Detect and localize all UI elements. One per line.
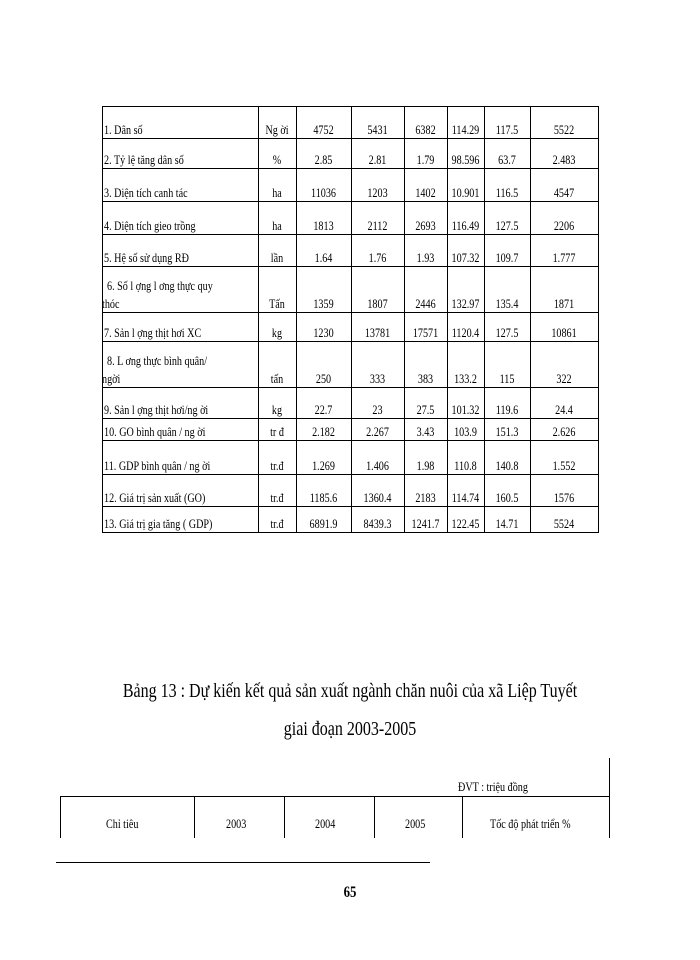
table-border [351, 106, 352, 532]
value-2005: 383 [417, 371, 434, 386]
header-chi-tieu: Chỉ tiêu [106, 816, 139, 831]
growth-rate-1: 101.32 [451, 402, 480, 417]
table-border [530, 106, 531, 532]
row-unit: % [272, 152, 282, 167]
table2-border [374, 796, 375, 838]
growth-rate-1: 10.901 [451, 185, 480, 200]
row-unit: kg [271, 402, 283, 417]
unit-note: ĐVT : triệu đồng [458, 779, 528, 794]
table2-border [609, 758, 610, 838]
value-2003: 1230 [313, 325, 334, 340]
row-unit: tr đ [270, 424, 284, 439]
average: 322 [556, 371, 572, 386]
table2-border [60, 796, 610, 797]
growth-rate-2: 135.4 [495, 296, 519, 311]
value-2005: 1241.7 [411, 516, 440, 531]
value-2005: 1.93 [416, 250, 435, 265]
value-2005: 2183 [415, 490, 436, 505]
table-border [484, 106, 485, 532]
row-label: 11. GDP bình quân / ng ời [104, 458, 211, 473]
growth-rate-1: 122.45 [451, 516, 480, 531]
growth-rate-1: 1120.4 [451, 325, 480, 340]
average: 1.777 [552, 250, 576, 265]
growth-rate-1: 103.9 [454, 424, 477, 439]
table2-border [462, 796, 463, 838]
growth-rate-1: 132.97 [451, 296, 480, 311]
table-border [598, 106, 599, 532]
row-unit: ha [272, 218, 282, 233]
row-label: 5. Hệ số sử dụng RĐ [104, 250, 189, 265]
value-2003: 1813 [313, 218, 334, 233]
growth-rate-2: 117.5 [495, 122, 519, 137]
table-title-line2: giai đoạn 2003-2005 [283, 718, 417, 740]
row-label: 12. Giá trị sản xuất (GO) [104, 490, 206, 505]
footnote-separator [56, 862, 430, 863]
growth-rate-1: 114.74 [451, 490, 480, 505]
value-2003: 2.182 [312, 424, 335, 439]
average: 1576 [553, 490, 575, 505]
row-rule [102, 387, 599, 388]
value-2004: 2.267 [366, 424, 389, 439]
growth-rate-2: 127.5 [495, 218, 519, 233]
growth-rate-2: 140.8 [495, 458, 519, 473]
growth-rate-2: 115 [499, 371, 515, 386]
average: 10861 [551, 325, 577, 340]
value-2005: 17571 [412, 325, 439, 340]
value-2003: 11036 [311, 185, 336, 200]
value-2004: 1807 [367, 296, 388, 311]
value-2005: 2693 [415, 218, 436, 233]
growth-rate-2: 14.71 [495, 516, 519, 531]
row-unit: ha [272, 185, 282, 200]
average: 2206 [553, 218, 575, 233]
value-2005: 1.79 [416, 152, 435, 167]
row-rule [102, 168, 599, 169]
value-2005: 27.5 [416, 402, 435, 417]
row-unit: tấn [270, 371, 284, 386]
table-border [404, 106, 405, 532]
table-title-line1: Bảng 13 : Dự kiến kết quả sản xuất ngành chăn nuôi của xã Liệp Tuyết [122, 680, 578, 702]
row-label: 10. GO bình quân / ng ời [104, 424, 206, 439]
row-label: ngời [102, 371, 121, 386]
growth-rate-2: 127.5 [495, 325, 519, 340]
growth-rate-1: 107.32 [451, 250, 480, 265]
row-label: 1. Dân số [104, 122, 143, 137]
value-2005: 3.43 [416, 424, 435, 439]
row-unit: tr.đ [270, 516, 284, 531]
value-2003: 4752 [313, 122, 334, 137]
row-label: 9. Sản l ợng thịt hơi/ng ời [104, 402, 209, 417]
table2-border [284, 796, 285, 838]
value-2005: 6382 [415, 122, 436, 137]
row-rule [102, 234, 599, 235]
row-rule [102, 418, 599, 419]
average: 1871 [553, 296, 575, 311]
value-2003: 1359 [313, 296, 334, 311]
value-2004: 1203 [367, 185, 388, 200]
growth-rate-1: 114.29 [451, 122, 480, 137]
row-unit: tr.đ [270, 490, 284, 505]
row-label: 4. Diện tích gieo trồng [104, 218, 196, 233]
growth-rate-1: 98.596 [451, 152, 480, 167]
table-border [102, 106, 103, 532]
value-2005: 1402 [415, 185, 436, 200]
row-unit: tr.đ [270, 458, 284, 473]
growth-rate-2: 63.7 [498, 152, 516, 167]
row-rule [102, 266, 599, 267]
value-2003: 1185.6 [309, 490, 338, 505]
row-unit: Ng ời [265, 122, 289, 137]
header-2004: 2004 [315, 816, 336, 831]
value-2003: 22.7 [314, 402, 333, 417]
row-rule [102, 201, 599, 202]
header-2005: 2005 [405, 816, 426, 831]
growth-rate-2: 119.6 [495, 402, 519, 417]
growth-rate-2: 160.5 [495, 490, 519, 505]
value-2004: 1.406 [366, 458, 389, 473]
value-2005: 2446 [415, 296, 436, 311]
value-2004: 1360.4 [363, 490, 392, 505]
value-2004: 333 [369, 371, 386, 386]
value-2004: 1.76 [368, 250, 387, 265]
table-border [447, 106, 448, 532]
page-number: 65 [343, 884, 357, 901]
growth-rate-1: 110.8 [454, 458, 477, 473]
value-2003: 6891.9 [309, 516, 338, 531]
value-2004: 8439.3 [363, 516, 392, 531]
growth-rate-2: 109.7 [495, 250, 519, 265]
row-unit: lần [270, 250, 284, 265]
average: 2.626 [552, 424, 576, 439]
row-label: thóc [102, 296, 120, 311]
row-unit: kg [271, 325, 283, 340]
header-growth-rate: Tốc độ phát triển % [490, 816, 571, 831]
value-2003: 1.64 [314, 250, 333, 265]
row-label: 7. Sản l ợng thịt hơi XC [104, 325, 202, 340]
growth-rate-2: 151.3 [495, 424, 519, 439]
value-2004: 2112 [367, 218, 388, 233]
table2-border [194, 796, 195, 838]
average: 4547 [553, 185, 575, 200]
growth-rate-1: 133.2 [454, 371, 477, 386]
growth-rate-2: 116.5 [495, 185, 519, 200]
row-rule [102, 474, 599, 475]
value-2004: 23 [372, 402, 383, 417]
average: 5522 [553, 122, 575, 137]
value-2004: 13781 [364, 325, 391, 340]
value-2003: 250 [315, 371, 332, 386]
row-label: 8. L ơng thực bình quân/ [107, 353, 208, 368]
row-label: 3. Diện tích canh tác [104, 185, 188, 200]
average: 24.4 [555, 402, 573, 417]
row-rule [102, 312, 599, 313]
value-2003: 1.269 [312, 458, 335, 473]
growth-rate-1: 116.49 [451, 218, 480, 233]
value-2004: 5431 [367, 122, 388, 137]
row-unit: Tấn [269, 296, 285, 311]
row-rule [102, 440, 599, 441]
value-2005: 1.98 [416, 458, 435, 473]
average: 5524 [553, 516, 575, 531]
average: 1.552 [552, 458, 576, 473]
row-rule [102, 506, 599, 507]
table2-border [60, 796, 61, 838]
header-2003: 2003 [226, 816, 247, 831]
value-2004: 2.81 [368, 152, 387, 167]
table-border [258, 106, 259, 532]
row-label: 2. Tỷ lệ tăng dân số [104, 152, 184, 167]
average: 2.483 [552, 152, 576, 167]
row-label: 13. Giá trị gia tăng ( GDP) [104, 516, 213, 531]
value-2003: 2.85 [314, 152, 333, 167]
row-label: 6. Số l ợng l ơng thực quy [107, 278, 213, 293]
row-rule [102, 138, 599, 139]
table-border [296, 106, 297, 532]
row-rule [102, 341, 599, 342]
row-rule [102, 532, 599, 533]
